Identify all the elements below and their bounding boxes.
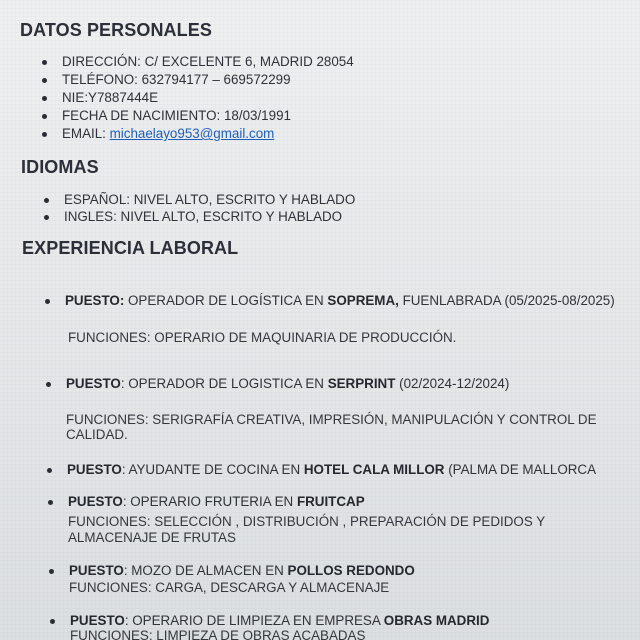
job-functions: CALIDAD. bbox=[66, 427, 128, 442]
job-company: POLLOS REDONDO bbox=[287, 563, 415, 578]
job-company: OBRAS MADRID bbox=[383, 613, 490, 628]
bullet-icon bbox=[44, 198, 49, 203]
bullet-icon bbox=[45, 299, 50, 304]
birth-item bbox=[62, 108, 291, 123]
bullet-icon bbox=[50, 619, 55, 624]
section-heading-experience: EXPERIENCIA LABORAL bbox=[22, 238, 239, 258]
job-label: PUESTO: bbox=[65, 293, 125, 308]
job-dates: (02/2024-12/2024) bbox=[395, 376, 510, 391]
job-item bbox=[67, 462, 596, 477]
job-role: : OPERARIO DE LIMPIEZA EN EMPRESA bbox=[124, 613, 384, 628]
language-item bbox=[64, 192, 355, 207]
job-item bbox=[65, 293, 615, 308]
email-label: EMAIL: bbox=[62, 126, 110, 141]
birth-text: FECHA DE NACIMIENTO: 18/03/1991 bbox=[62, 108, 291, 123]
job-item bbox=[68, 494, 365, 509]
section-heading-personal: DATOS PERSONALES bbox=[20, 20, 212, 40]
job-role: : OPERARIO FRUTERIA EN bbox=[122, 494, 297, 509]
job-functions: FUNCIONES: SERIGRAFÍA CREATIVA, IMPRESIÓN, MANIPULACIÓN Y CONTROL DE bbox=[66, 412, 597, 427]
bullet-icon bbox=[46, 382, 51, 387]
email-link[interactable]: michaelayo953@gmail.com bbox=[109, 126, 275, 141]
job-role: : AYUDANTE DE COCINA EN bbox=[121, 462, 304, 477]
nie-item bbox=[62, 90, 158, 105]
language-item bbox=[64, 209, 342, 224]
job-location: (PALMA DE MALLORCA bbox=[444, 462, 597, 477]
job-location-dates: FUENLABRADA (05/2025-08/2025) bbox=[398, 293, 615, 308]
job-label: PUESTO bbox=[66, 376, 121, 391]
language-text: INGLES: NIVEL ALTO, ESCRITO Y HABLADO bbox=[64, 209, 343, 224]
job-item bbox=[69, 563, 415, 578]
section-heading-languages: IDIOMAS bbox=[21, 157, 99, 177]
address-item bbox=[62, 54, 354, 69]
phone-item bbox=[62, 72, 291, 87]
email-item bbox=[62, 126, 274, 141]
job-functions: FUNCIONES: LIMPIEZA DE OBRAS ACABADAS bbox=[70, 628, 366, 640]
job-company: SOPREMA, bbox=[327, 293, 399, 308]
phone-text: TELÉFONO: 632794177 – 669572299 bbox=[62, 72, 291, 87]
job-label: PUESTO bbox=[69, 563, 124, 578]
job-item bbox=[70, 613, 489, 628]
job-functions: ALMACENAJE DE FRUTAS bbox=[68, 530, 236, 545]
job-label: PUESTO bbox=[68, 494, 123, 509]
job-role: OPERADOR DE LOGÍSTICA EN bbox=[124, 293, 328, 308]
job-item bbox=[66, 376, 509, 391]
job-label: PUESTO bbox=[70, 613, 125, 628]
job-label: PUESTO bbox=[67, 462, 122, 477]
job-company: FRUITCAP bbox=[296, 494, 365, 509]
job-company: HOTEL CALA MILLOR bbox=[303, 462, 445, 477]
job-role: : OPERADOR DE LOGISTICA EN bbox=[120, 376, 328, 391]
bullet-icon bbox=[42, 96, 47, 101]
language-text: ESPAÑOL: NIVEL ALTO, ESCRITO Y HABLADO bbox=[64, 192, 356, 207]
bullet-icon bbox=[44, 215, 49, 220]
bullet-icon bbox=[42, 78, 47, 83]
job-functions: FUNCIONES: SELECCIÓN , DISTRIBUCIÓN , PREPARACIÓN DE PEDIDOS Y bbox=[68, 514, 546, 529]
bullet-icon bbox=[49, 569, 54, 574]
bullet-icon bbox=[47, 468, 52, 473]
job-functions: FUNCIONES: CARGA, DESCARGA Y ALMACENAJE bbox=[69, 580, 390, 595]
job-role: : MOZO DE ALMACEN EN bbox=[123, 563, 288, 578]
job-functions: FUNCIONES: OPERARIO DE MAQUINARIA DE PRODUCCIÓN. bbox=[68, 330, 457, 345]
bullet-icon bbox=[42, 60, 47, 65]
bullet-icon bbox=[42, 114, 47, 119]
address-text: DIRECCIÓN: C/ EXCELENTE 6, MADRID 28054 bbox=[62, 54, 354, 69]
bullet-icon bbox=[42, 132, 47, 137]
nie-text: NIE:Y7887444E bbox=[62, 90, 159, 105]
bullet-icon bbox=[48, 500, 53, 505]
job-company: SERPRINT bbox=[327, 376, 396, 391]
